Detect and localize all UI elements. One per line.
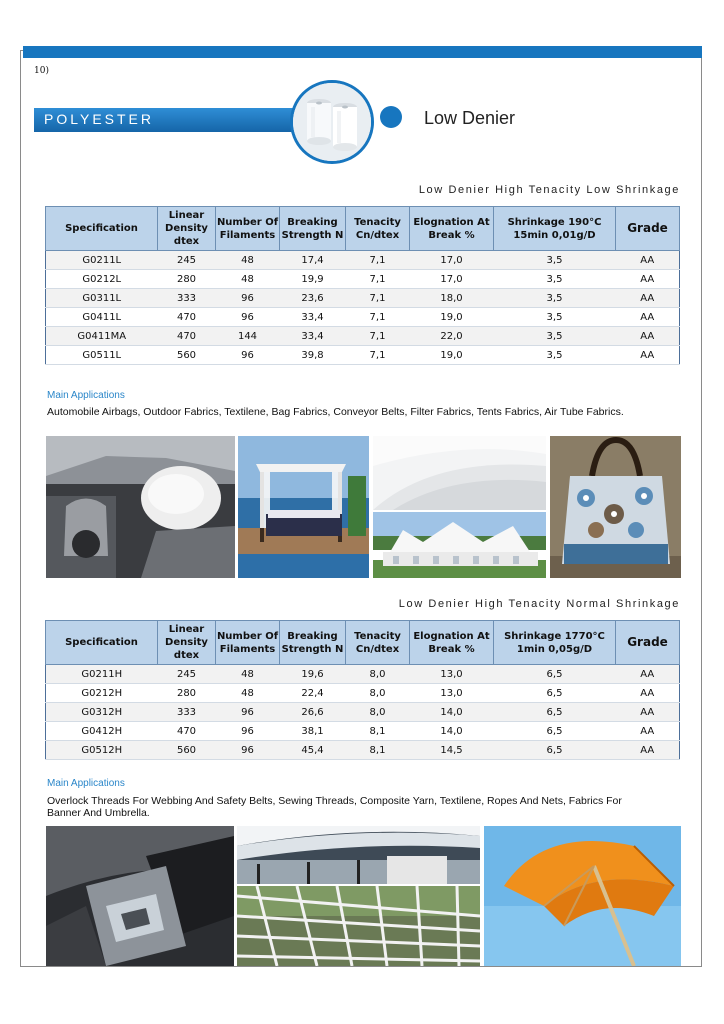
col-header: Specification [46,207,158,251]
bag-photo [550,436,681,578]
table-cell: AA [616,684,680,703]
table-cell: AA [616,665,680,684]
table-cell: 19,0 [410,346,494,365]
table-cell: 96 [216,289,280,308]
table-cell: 8,0 [346,703,410,722]
outdoor-furniture-photo [238,436,369,578]
col-header: Elognation At Break % [410,207,494,251]
table-cell: 470 [158,722,216,741]
category-title: POLYESTER [44,111,154,127]
col-header: Tenacity Cn/dtex [346,207,410,251]
col-header: Elognation At Break % [410,621,494,665]
col-header: Linear Density dtex [158,207,216,251]
col-header: Linear Density dtex [158,621,216,665]
table-cell: G0311L [46,289,158,308]
page-subtitle: Low Denier [424,108,516,128]
applications-text: Automobile Airbags, Outdoor Fabrics, Textilene, Bag Fabrics, Conveyor Belts, Filter Fabrics, Tents Fabrics, Air Tube Fabrics. [47,406,624,418]
table-cell: 560 [158,741,216,760]
table-cell: AA [616,741,680,760]
applications-title: Main Applications [47,778,125,789]
table-cell: 39,8 [280,346,346,365]
table-row [46,289,680,308]
tent-photo [373,512,546,578]
table-cell: AA [616,722,680,741]
section1-title: Low Denier High Tenacity Low Shrinkage [418,184,680,196]
textilene-fabric-photo [373,436,546,510]
table-cell: G0512H [46,741,158,760]
col-header: Specification [46,621,158,665]
table-cell: 6,5 [494,665,616,684]
table-cell: 19,9 [280,270,346,289]
table-cell: AA [616,270,680,289]
section2-title: Low Denier High Tenacity Normal Shrinkage [398,598,680,610]
table-cell: 7,1 [346,251,410,270]
table-cell: 6,5 [494,722,616,741]
top-color-bar [23,46,702,58]
table-cell: AA [616,308,680,327]
table-cell: 22,4 [280,684,346,703]
table-cell: 245 [158,665,216,684]
col-header: Shrinkage 190°C 15min 0,01g/D [494,207,616,251]
col-header: Grade [616,207,680,251]
col-header: Shrinkage 1770°C 1min 0,05g/D [494,621,616,665]
table-cell: 333 [158,703,216,722]
table-cell: AA [616,251,680,270]
table-cell: 17,0 [410,251,494,270]
table-cell: 48 [216,665,280,684]
table-row [46,684,680,703]
table-cell: 280 [158,684,216,703]
col-header: Number Of Filaments [216,621,280,665]
table-cell: G0212L [46,270,158,289]
table-row [46,665,680,684]
spec-table-low-shrinkage [45,206,680,365]
table-cell: 7,1 [346,327,410,346]
table-cell: 19,0 [410,308,494,327]
table-cell: 3,5 [494,289,616,308]
table-cell: G0211H [46,665,158,684]
table-cell: 8,1 [346,722,410,741]
table-cell: 26,6 [280,703,346,722]
table-cell: G0411L [46,308,158,327]
table-cell: 280 [158,270,216,289]
table-cell: 33,4 [280,308,346,327]
table-cell: AA [616,703,680,722]
table-cell: G0412H [46,722,158,741]
col-header: Tenacity Cn/dtex [346,621,410,665]
table-cell: 6,5 [494,703,616,722]
table-cell: 7,1 [346,289,410,308]
table-cell: 3,5 [494,346,616,365]
table-cell: 13,0 [410,684,494,703]
table-row [46,251,680,270]
table-cell: G0511L [46,346,158,365]
table-cell: 3,5 [494,251,616,270]
table-cell: 7,1 [346,346,410,365]
table-cell: G0411MA [46,327,158,346]
table-row [46,703,680,722]
table-cell: 6,5 [494,684,616,703]
col-header: Grade [616,621,680,665]
table-row [46,346,680,365]
table-cell: 14,0 [410,703,494,722]
rope-net-photo [237,886,480,966]
table-cell: G0211L [46,251,158,270]
spec-table-normal-shrinkage [45,620,680,760]
table-cell: 48 [216,684,280,703]
table-cell: AA [616,346,680,365]
table-row [46,741,680,760]
table-cell: 14,5 [410,741,494,760]
table-cell: 7,1 [346,308,410,327]
applications-title: Main Applications [47,390,125,401]
table-row [46,327,680,346]
table-cell: 3,5 [494,308,616,327]
table-row [46,308,680,327]
table-cell: 3,5 [494,270,616,289]
table-cell: 8,0 [346,665,410,684]
table-cell: 144 [216,327,280,346]
table-cell: 48 [216,270,280,289]
table-cell: 96 [216,741,280,760]
table-cell: 14,0 [410,722,494,741]
table-cell: 22,0 [410,327,494,346]
table-cell: 96 [216,308,280,327]
table-cell: 18,0 [410,289,494,308]
table-cell: 17,4 [280,251,346,270]
table-cell: 560 [158,346,216,365]
table-cell: 19,6 [280,665,346,684]
airbag-photo [46,436,235,578]
table-cell: AA [616,327,680,346]
col-header: Breaking Strength N [280,207,346,251]
table-cell: 13,0 [410,665,494,684]
table-cell: G0312H [46,703,158,722]
awning-photo [237,826,480,884]
table-cell: 7,1 [346,270,410,289]
table-cell: 48 [216,251,280,270]
table-cell: 96 [216,346,280,365]
table-row [46,270,680,289]
table-cell: 17,0 [410,270,494,289]
applications-text: Overlock Threads For Webbing And Safety Belts, Sewing Threads, Composite Yarn, Textilene, Ropes And Nets, Fabrics For Banner And Umbrella. [47,795,622,819]
table-cell: 333 [158,289,216,308]
umbrella-photo [484,826,681,966]
seat-belt-photo [46,826,234,966]
table-cell: 23,6 [280,289,346,308]
table-cell: AA [616,289,680,308]
table-cell: 45,4 [280,741,346,760]
table-cell: 245 [158,251,216,270]
table-cell: 8,1 [346,741,410,760]
col-header: Breaking Strength N [280,621,346,665]
accent-dot [380,106,402,128]
table-cell: 6,5 [494,741,616,760]
table-cell: 96 [216,722,280,741]
table-cell: 33,4 [280,327,346,346]
col-header: Number Of Filaments [216,207,280,251]
table-cell: 470 [158,327,216,346]
table-cell: 470 [158,308,216,327]
table-cell: 96 [216,703,280,722]
table-cell: 38,1 [280,722,346,741]
table-cell: 3,5 [494,327,616,346]
table-cell: 8,0 [346,684,410,703]
page-number: 10) [34,66,49,76]
table-cell: G0212H [46,684,158,703]
table-row [46,722,680,741]
yarn-spools-image [290,80,374,164]
